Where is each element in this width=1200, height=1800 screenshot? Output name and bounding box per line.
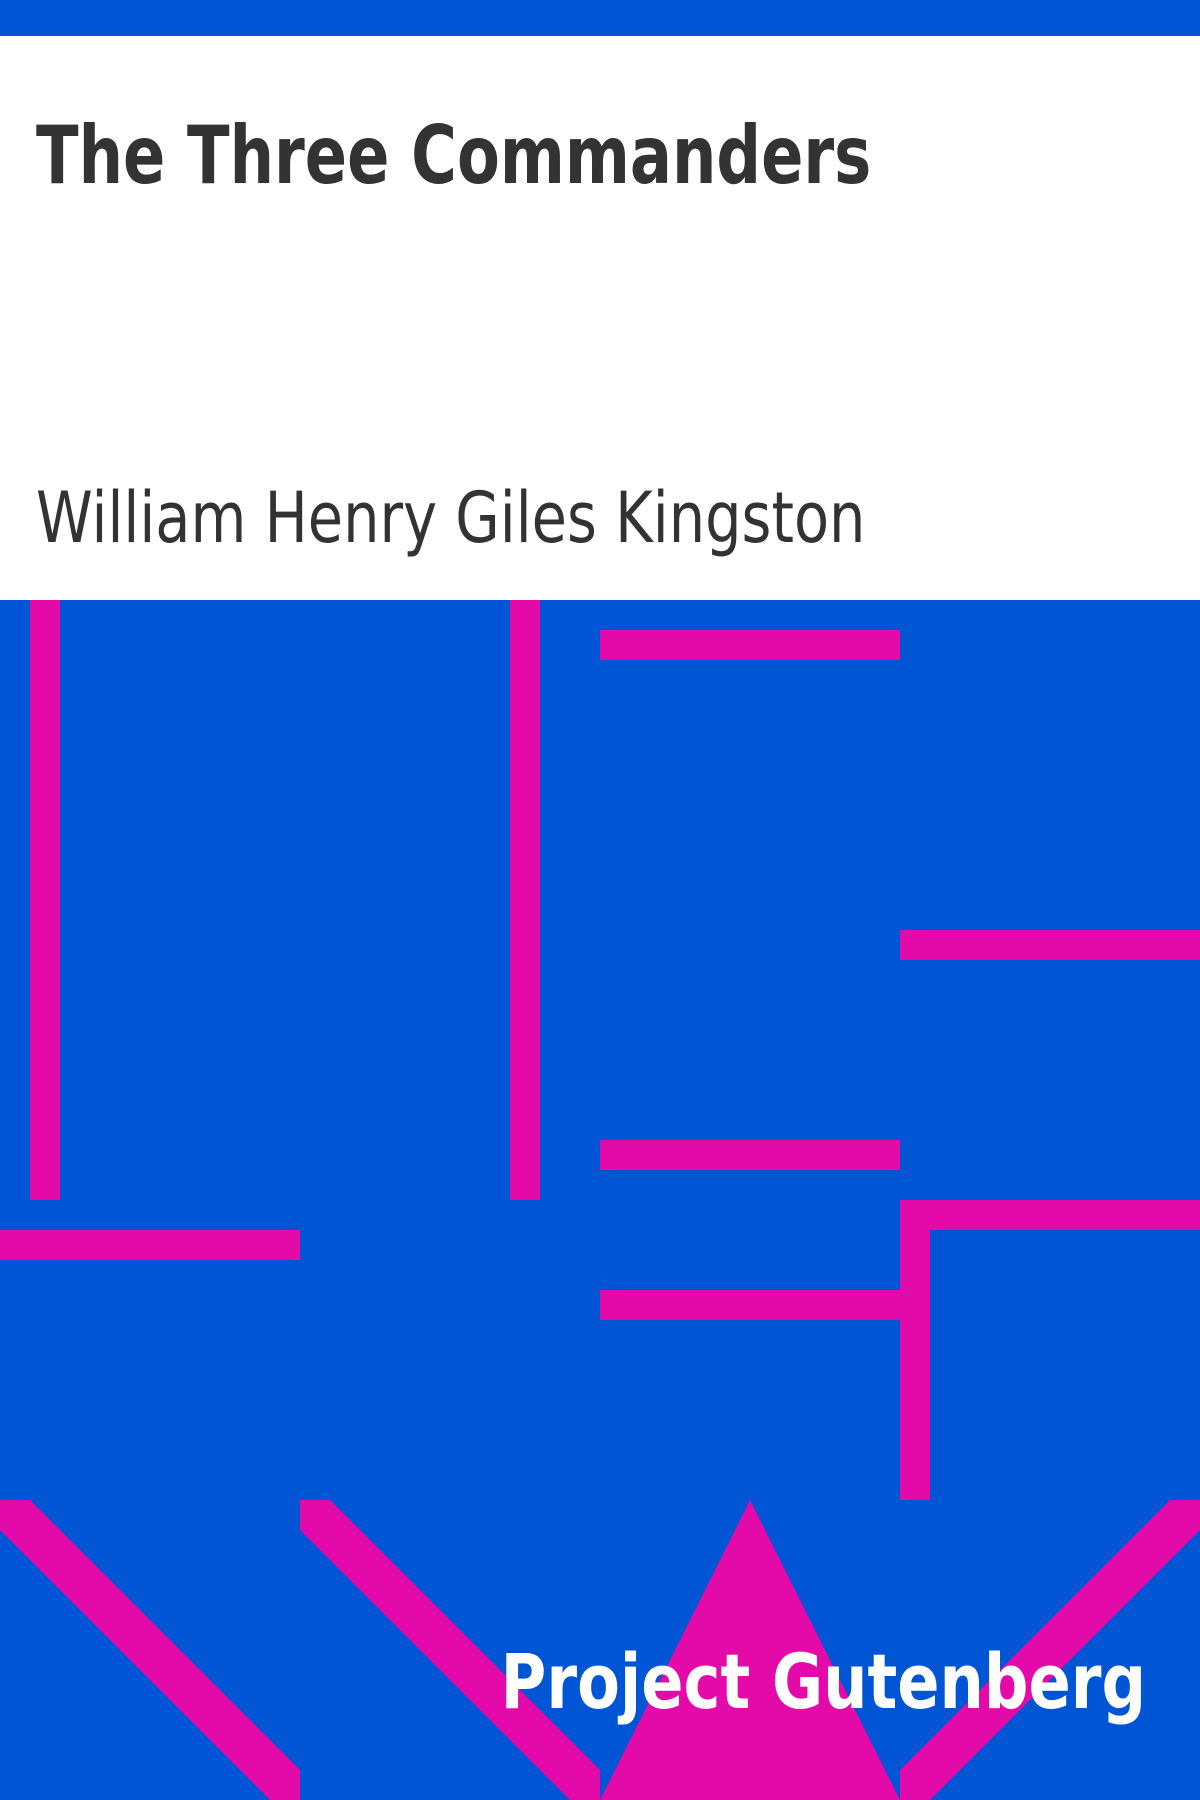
horizontal-bar-lower <box>600 1290 900 1320</box>
horizontal-bar-mid <box>600 1140 900 1170</box>
vertical-bar-left <box>30 600 60 1200</box>
vertical-bar-middle <box>510 600 540 1200</box>
vertical-bar-right <box>900 1200 930 1500</box>
geometric-pattern <box>0 600 1200 1800</box>
horizontal-bar-left <box>0 1230 300 1260</box>
cover-artwork <box>0 600 1200 1800</box>
top-color-band <box>0 0 1200 36</box>
horizontal-bar-right <box>900 930 1200 960</box>
book-title: The Three Commanders <box>36 109 872 202</box>
book-author: William Henry Giles Kingston <box>36 477 866 559</box>
title-panel <box>0 36 1200 600</box>
publisher-name: Project Gutenberg <box>500 1637 1146 1726</box>
horizontal-bar-right-lower <box>900 1200 1200 1230</box>
horizontal-bar-top <box>600 630 900 660</box>
